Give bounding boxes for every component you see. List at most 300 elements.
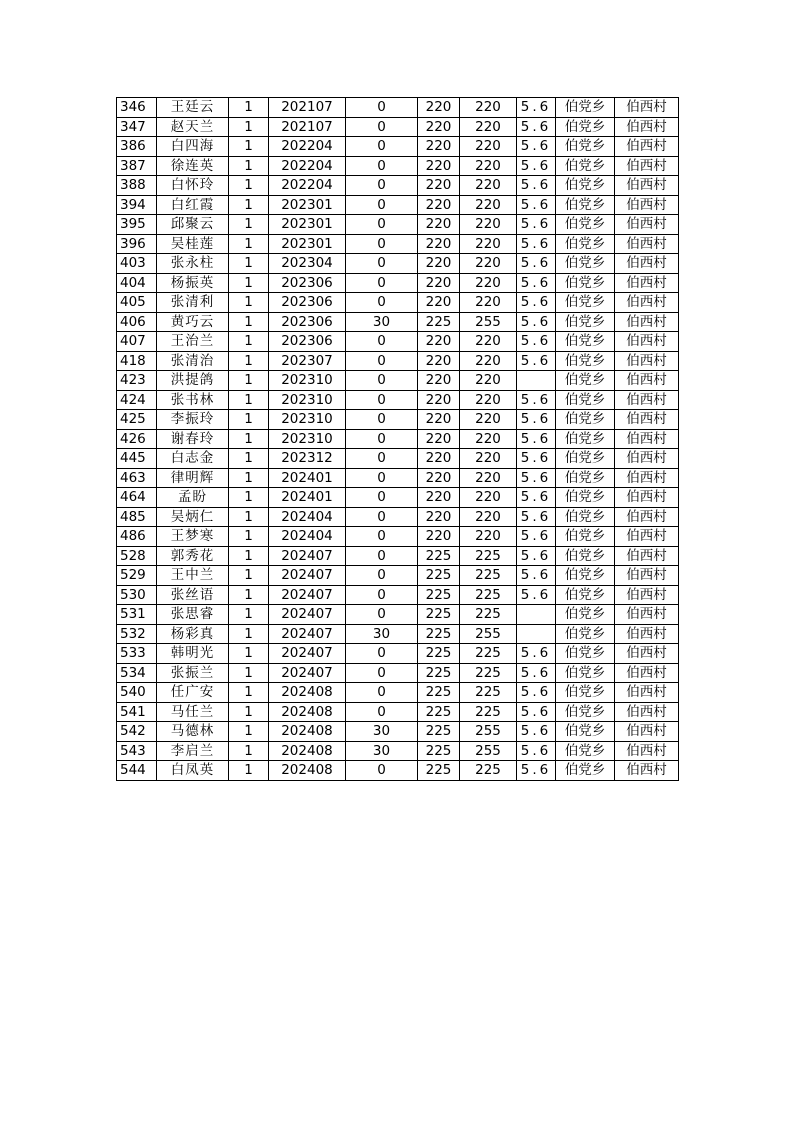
- cell-sub: 5.6: [517, 137, 556, 157]
- cell-extra: 30: [346, 741, 418, 761]
- cell-extra: 0: [346, 644, 418, 664]
- cell-count: 1: [229, 312, 269, 332]
- cell-total: 220: [460, 195, 517, 215]
- table-row: [117, 195, 679, 215]
- cell-town: 伯党乡: [556, 624, 615, 644]
- cell-seq: 424: [117, 390, 157, 410]
- cell-extra: 0: [346, 351, 418, 371]
- cell-sub: 5.6: [517, 312, 556, 332]
- cell-base: 225: [418, 683, 460, 703]
- table-row: [117, 683, 679, 703]
- cell-base: 220: [418, 254, 460, 274]
- cell-village: 伯西村: [615, 527, 679, 547]
- cell-month: 202107: [269, 98, 346, 118]
- cell-sub: [517, 605, 556, 625]
- cell-sub: 5.6: [517, 449, 556, 469]
- cell-village: 伯西村: [615, 566, 679, 586]
- cell-town: 伯党乡: [556, 605, 615, 625]
- cell-base: 220: [418, 332, 460, 352]
- cell-name: 洪提鸽: [157, 371, 229, 391]
- cell-name: 邱聚云: [157, 215, 229, 235]
- cell-base: 220: [418, 410, 460, 430]
- cell-base: 220: [418, 371, 460, 391]
- cell-name: 吴炳仁: [157, 507, 229, 527]
- cell-town: 伯党乡: [556, 351, 615, 371]
- cell-village: 伯西村: [615, 215, 679, 235]
- cell-month: 202310: [269, 390, 346, 410]
- cell-month: 202301: [269, 215, 346, 235]
- cell-sub: 5.6: [517, 741, 556, 761]
- cell-total: 225: [460, 605, 517, 625]
- cell-village: 伯西村: [615, 488, 679, 508]
- cell-extra: 0: [346, 254, 418, 274]
- table-row: [117, 624, 679, 644]
- cell-count: 1: [229, 351, 269, 371]
- cell-count: 1: [229, 117, 269, 137]
- cell-count: 1: [229, 137, 269, 157]
- cell-extra: 0: [346, 176, 418, 196]
- cell-extra: 0: [346, 546, 418, 566]
- cell-count: 1: [229, 293, 269, 313]
- cell-sub: 5.6: [517, 195, 556, 215]
- cell-month: 202306: [269, 332, 346, 352]
- cell-seq: 464: [117, 488, 157, 508]
- cell-month: 202408: [269, 761, 346, 781]
- cell-extra: 0: [346, 293, 418, 313]
- table-row: [117, 488, 679, 508]
- cell-base: 225: [418, 644, 460, 664]
- cell-sub: 5.6: [517, 234, 556, 254]
- cell-month: 202401: [269, 488, 346, 508]
- cell-sub: 5.6: [517, 722, 556, 742]
- table-row: [117, 546, 679, 566]
- cell-name: 黄巧云: [157, 312, 229, 332]
- cell-count: 1: [229, 410, 269, 430]
- cell-count: 1: [229, 663, 269, 683]
- cell-base: 220: [418, 351, 460, 371]
- cell-month: 202404: [269, 507, 346, 527]
- cell-seq: 543: [117, 741, 157, 761]
- cell-count: 1: [229, 722, 269, 742]
- cell-sub: 5.6: [517, 527, 556, 547]
- cell-sub: 5.6: [517, 293, 556, 313]
- cell-seq: 406: [117, 312, 157, 332]
- cell-seq: 388: [117, 176, 157, 196]
- cell-total: 220: [460, 468, 517, 488]
- cell-seq: 541: [117, 702, 157, 722]
- cell-count: 1: [229, 702, 269, 722]
- cell-count: 1: [229, 644, 269, 664]
- cell-seq: 395: [117, 215, 157, 235]
- cell-count: 1: [229, 98, 269, 118]
- cell-month: 202306: [269, 273, 346, 293]
- cell-village: 伯西村: [615, 312, 679, 332]
- cell-month: 202407: [269, 624, 346, 644]
- cell-base: 220: [418, 195, 460, 215]
- table-row: [117, 585, 679, 605]
- cell-month: 202407: [269, 663, 346, 683]
- cell-town: 伯党乡: [556, 546, 615, 566]
- cell-seq: 423: [117, 371, 157, 391]
- cell-count: 1: [229, 741, 269, 761]
- cell-base: 220: [418, 468, 460, 488]
- cell-base: 225: [418, 312, 460, 332]
- cell-seq: 387: [117, 156, 157, 176]
- table-row: [117, 702, 679, 722]
- cell-town: 伯党乡: [556, 761, 615, 781]
- roster-table: [116, 97, 679, 781]
- cell-name: 白四海: [157, 137, 229, 157]
- cell-village: 伯西村: [615, 117, 679, 137]
- cell-count: 1: [229, 683, 269, 703]
- cell-count: 1: [229, 527, 269, 547]
- cell-extra: 30: [346, 722, 418, 742]
- cell-count: 1: [229, 215, 269, 235]
- cell-name: 白怀玲: [157, 176, 229, 196]
- cell-extra: 0: [346, 234, 418, 254]
- cell-base: 225: [418, 741, 460, 761]
- cell-name: 谢春玲: [157, 429, 229, 449]
- cell-village: 伯西村: [615, 624, 679, 644]
- cell-name: 马任兰: [157, 702, 229, 722]
- cell-sub: 5.6: [517, 488, 556, 508]
- cell-seq: 485: [117, 507, 157, 527]
- cell-village: 伯西村: [615, 98, 679, 118]
- cell-sub: 5.6: [517, 176, 556, 196]
- cell-extra: 0: [346, 410, 418, 430]
- cell-sub: 5.6: [517, 761, 556, 781]
- cell-total: 220: [460, 137, 517, 157]
- cell-extra: 0: [346, 117, 418, 137]
- cell-total: 220: [460, 390, 517, 410]
- cell-sub: 5.6: [517, 351, 556, 371]
- cell-month: 202408: [269, 722, 346, 742]
- cell-name: 白凤英: [157, 761, 229, 781]
- cell-count: 1: [229, 176, 269, 196]
- cell-seq: 405: [117, 293, 157, 313]
- cell-extra: 0: [346, 585, 418, 605]
- table-row: [117, 410, 679, 430]
- cell-sub: 5.6: [517, 468, 556, 488]
- cell-village: 伯西村: [615, 254, 679, 274]
- cell-name: 李振玲: [157, 410, 229, 430]
- cell-base: 225: [418, 585, 460, 605]
- cell-extra: 0: [346, 156, 418, 176]
- cell-extra: 0: [346, 195, 418, 215]
- cell-name: 李启兰: [157, 741, 229, 761]
- cell-extra: 0: [346, 273, 418, 293]
- cell-total: 220: [460, 156, 517, 176]
- cell-total: 220: [460, 215, 517, 235]
- cell-town: 伯党乡: [556, 468, 615, 488]
- cell-town: 伯党乡: [556, 137, 615, 157]
- cell-sub: 5.6: [517, 390, 556, 410]
- cell-town: 伯党乡: [556, 293, 615, 313]
- cell-extra: 0: [346, 98, 418, 118]
- cell-count: 1: [229, 254, 269, 274]
- cell-extra: 0: [346, 566, 418, 586]
- cell-sub: 5.6: [517, 585, 556, 605]
- cell-base: 225: [418, 566, 460, 586]
- cell-town: 伯党乡: [556, 585, 615, 605]
- table-row: [117, 137, 679, 157]
- cell-name: 王梦寒: [157, 527, 229, 547]
- cell-extra: 0: [346, 468, 418, 488]
- cell-total: 225: [460, 761, 517, 781]
- table-row: [117, 429, 679, 449]
- cell-month: 202204: [269, 176, 346, 196]
- cell-town: 伯党乡: [556, 371, 615, 391]
- cell-village: 伯西村: [615, 234, 679, 254]
- cell-base: 225: [418, 663, 460, 683]
- cell-total: 220: [460, 429, 517, 449]
- cell-sub: 5.6: [517, 429, 556, 449]
- table-row: [117, 332, 679, 352]
- cell-seq: 533: [117, 644, 157, 664]
- cell-sub: [517, 624, 556, 644]
- cell-town: 伯党乡: [556, 663, 615, 683]
- cell-month: 202310: [269, 410, 346, 430]
- cell-name: 白志金: [157, 449, 229, 469]
- cell-sub: 5.6: [517, 254, 556, 274]
- cell-name: 张书林: [157, 390, 229, 410]
- cell-count: 1: [229, 468, 269, 488]
- table-row: [117, 761, 679, 781]
- table-row: [117, 468, 679, 488]
- cell-seq: 463: [117, 468, 157, 488]
- cell-seq: 403: [117, 254, 157, 274]
- cell-village: 伯西村: [615, 663, 679, 683]
- table-row: [117, 234, 679, 254]
- table-row: [117, 722, 679, 742]
- cell-village: 伯西村: [615, 273, 679, 293]
- cell-town: 伯党乡: [556, 312, 615, 332]
- cell-extra: 0: [346, 332, 418, 352]
- cell-total: 220: [460, 117, 517, 137]
- cell-town: 伯党乡: [556, 254, 615, 274]
- cell-sub: 5.6: [517, 566, 556, 586]
- table-row: [117, 527, 679, 547]
- cell-count: 1: [229, 605, 269, 625]
- table-row: [117, 663, 679, 683]
- cell-town: 伯党乡: [556, 527, 615, 547]
- cell-month: 202301: [269, 234, 346, 254]
- cell-town: 伯党乡: [556, 215, 615, 235]
- cell-base: 220: [418, 156, 460, 176]
- cell-extra: 0: [346, 702, 418, 722]
- cell-month: 202408: [269, 741, 346, 761]
- cell-month: 202408: [269, 702, 346, 722]
- cell-extra: 30: [346, 312, 418, 332]
- cell-month: 202204: [269, 137, 346, 157]
- cell-seq: 394: [117, 195, 157, 215]
- cell-month: 202307: [269, 351, 346, 371]
- cell-village: 伯西村: [615, 449, 679, 469]
- cell-sub: 5.6: [517, 156, 556, 176]
- cell-name: 王廷云: [157, 98, 229, 118]
- cell-town: 伯党乡: [556, 702, 615, 722]
- cell-month: 202310: [269, 429, 346, 449]
- cell-extra: 0: [346, 683, 418, 703]
- cell-sub: 5.6: [517, 644, 556, 664]
- cell-village: 伯西村: [615, 351, 679, 371]
- cell-seq: 347: [117, 117, 157, 137]
- cell-seq: 540: [117, 683, 157, 703]
- table-row: [117, 390, 679, 410]
- cell-total: 220: [460, 332, 517, 352]
- cell-name: 马德林: [157, 722, 229, 742]
- cell-base: 220: [418, 507, 460, 527]
- cell-town: 伯党乡: [556, 741, 615, 761]
- cell-count: 1: [229, 332, 269, 352]
- cell-month: 202407: [269, 605, 346, 625]
- cell-name: 王中兰: [157, 566, 229, 586]
- cell-month: 202310: [269, 371, 346, 391]
- cell-village: 伯西村: [615, 429, 679, 449]
- cell-month: 202312: [269, 449, 346, 469]
- cell-sub: 5.6: [517, 410, 556, 430]
- cell-month: 202407: [269, 546, 346, 566]
- cell-total: 220: [460, 254, 517, 274]
- cell-sub: 5.6: [517, 702, 556, 722]
- cell-count: 1: [229, 371, 269, 391]
- cell-base: 220: [418, 273, 460, 293]
- cell-sub: 5.6: [517, 332, 556, 352]
- cell-extra: 0: [346, 527, 418, 547]
- cell-town: 伯党乡: [556, 234, 615, 254]
- cell-name: 任广安: [157, 683, 229, 703]
- cell-count: 1: [229, 546, 269, 566]
- table-row: [117, 566, 679, 586]
- cell-town: 伯党乡: [556, 683, 615, 703]
- cell-sub: 5.6: [517, 663, 556, 683]
- cell-base: 220: [418, 215, 460, 235]
- cell-extra: 0: [346, 137, 418, 157]
- cell-month: 202306: [269, 293, 346, 313]
- cell-total: 220: [460, 527, 517, 547]
- cell-base: 220: [418, 429, 460, 449]
- cell-town: 伯党乡: [556, 117, 615, 137]
- cell-village: 伯西村: [615, 507, 679, 527]
- cell-extra: 0: [346, 507, 418, 527]
- cell-seq: 404: [117, 273, 157, 293]
- cell-base: 225: [418, 722, 460, 742]
- cell-total: 220: [460, 507, 517, 527]
- cell-count: 1: [229, 195, 269, 215]
- cell-extra: 0: [346, 605, 418, 625]
- cell-town: 伯党乡: [556, 273, 615, 293]
- cell-total: 220: [460, 371, 517, 391]
- cell-extra: 30: [346, 624, 418, 644]
- table-row: [117, 273, 679, 293]
- cell-name: 张清治: [157, 351, 229, 371]
- cell-base: 220: [418, 137, 460, 157]
- cell-count: 1: [229, 156, 269, 176]
- cell-extra: 0: [346, 488, 418, 508]
- cell-total: 225: [460, 663, 517, 683]
- cell-extra: 0: [346, 215, 418, 235]
- cell-extra: 0: [346, 449, 418, 469]
- cell-month: 202306: [269, 312, 346, 332]
- cell-extra: 0: [346, 371, 418, 391]
- cell-village: 伯西村: [615, 293, 679, 313]
- table-row: [117, 156, 679, 176]
- cell-town: 伯党乡: [556, 156, 615, 176]
- cell-total: 220: [460, 234, 517, 254]
- cell-village: 伯西村: [615, 156, 679, 176]
- cell-village: 伯西村: [615, 137, 679, 157]
- cell-total: 225: [460, 566, 517, 586]
- cell-total: 220: [460, 293, 517, 313]
- cell-village: 伯西村: [615, 390, 679, 410]
- table-row: [117, 449, 679, 469]
- table-row: [117, 644, 679, 664]
- table-row: [117, 371, 679, 391]
- cell-month: 202304: [269, 254, 346, 274]
- cell-name: 白红霞: [157, 195, 229, 215]
- cell-base: 220: [418, 176, 460, 196]
- cell-village: 伯西村: [615, 410, 679, 430]
- cell-name: 孟盼: [157, 488, 229, 508]
- table-row: [117, 254, 679, 274]
- cell-seq: 528: [117, 546, 157, 566]
- cell-count: 1: [229, 624, 269, 644]
- cell-total: 220: [460, 449, 517, 469]
- cell-name: 张永柱: [157, 254, 229, 274]
- table-row: [117, 215, 679, 235]
- cell-seq: 531: [117, 605, 157, 625]
- cell-base: 220: [418, 234, 460, 254]
- cell-total: 225: [460, 546, 517, 566]
- cell-seq: 386: [117, 137, 157, 157]
- cell-sub: 5.6: [517, 683, 556, 703]
- cell-count: 1: [229, 488, 269, 508]
- cell-sub: 5.6: [517, 215, 556, 235]
- cell-total: 220: [460, 410, 517, 430]
- cell-month: 202407: [269, 585, 346, 605]
- cell-village: 伯西村: [615, 371, 679, 391]
- cell-seq: 396: [117, 234, 157, 254]
- cell-name: 张丝语: [157, 585, 229, 605]
- cell-town: 伯党乡: [556, 332, 615, 352]
- cell-count: 1: [229, 507, 269, 527]
- cell-village: 伯西村: [615, 195, 679, 215]
- table-row: [117, 312, 679, 332]
- cell-month: 202401: [269, 468, 346, 488]
- cell-total: 225: [460, 702, 517, 722]
- cell-total: 255: [460, 741, 517, 761]
- cell-sub: 5.6: [517, 117, 556, 137]
- cell-base: 225: [418, 546, 460, 566]
- cell-count: 1: [229, 390, 269, 410]
- cell-base: 220: [418, 98, 460, 118]
- cell-month: 202301: [269, 195, 346, 215]
- cell-village: 伯西村: [615, 702, 679, 722]
- cell-seq: 407: [117, 332, 157, 352]
- table-row: [117, 117, 679, 137]
- table-row: [117, 507, 679, 527]
- cell-base: 220: [418, 527, 460, 547]
- cell-total: 255: [460, 722, 517, 742]
- cell-town: 伯党乡: [556, 98, 615, 118]
- cell-sub: [517, 371, 556, 391]
- cell-month: 202107: [269, 117, 346, 137]
- cell-month: 202404: [269, 527, 346, 547]
- table-row: [117, 351, 679, 371]
- cell-sub: 5.6: [517, 98, 556, 118]
- cell-base: 220: [418, 390, 460, 410]
- cell-name: 张振兰: [157, 663, 229, 683]
